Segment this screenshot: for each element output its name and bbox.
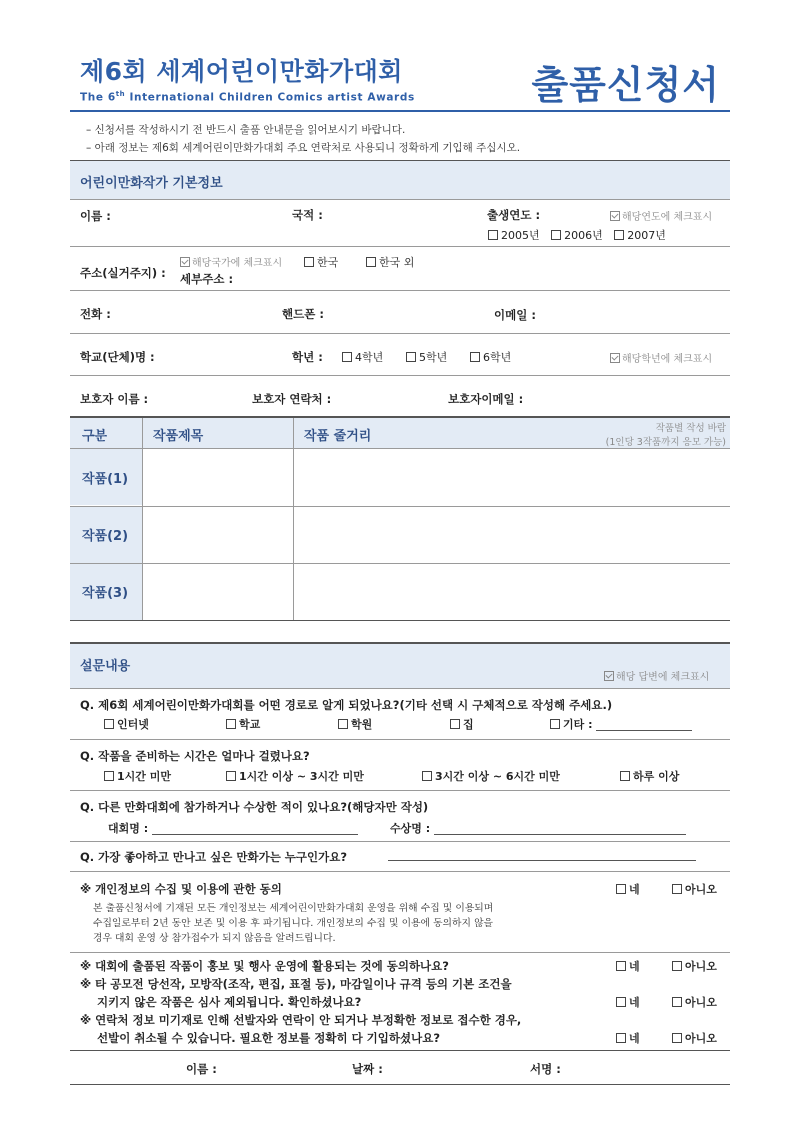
q1-other-field[interactable] xyxy=(596,718,692,731)
check-icon xyxy=(610,211,620,221)
contact-no-checkbox[interactable]: 아니오 xyxy=(672,1030,717,1046)
divider xyxy=(70,199,730,200)
promo-no-checkbox[interactable]: 아니오 xyxy=(672,958,717,974)
consent-contact-line1: ※ 연락처 정보 미기재로 인해 선발자와 연락이 안 되거나 부정확한 정보로 접수한 경우, xyxy=(80,1013,522,1027)
q2-over-day-checkbox[interactable]: 하루 이상 xyxy=(620,768,679,784)
year-2007-checkbox[interactable]: 2007년 xyxy=(614,229,666,242)
divider xyxy=(70,841,730,842)
survey-hint: 해당 답변에 체크표시 xyxy=(604,668,709,683)
footer-signature-field[interactable]: 서명 : xyxy=(530,1062,561,1076)
nation-label: 국적 : xyxy=(292,208,323,222)
privacy-yes-checkbox[interactable]: 네 xyxy=(616,881,640,897)
privacy-consent-body: 본 출품신청서에 기재된 모든 개인정보는 세계어린이만화가대회 운영을 위해 수집 및 이용되며 수집일로부터 2년 동안 보존 및 이용 후 파기됩니다. 개인정보의 수집 및 이용에 동의하지 않을 경우 대회 운영 상 참가접수가 되지 않음을 알려드립니다. xyxy=(93,903,494,944)
divider xyxy=(70,333,730,334)
q1-school-checkbox[interactable]: 학교 xyxy=(226,716,260,732)
divider xyxy=(70,871,730,872)
event-title: 제6회 세계어린이만화가대회 xyxy=(80,57,403,86)
divider xyxy=(70,1084,730,1085)
grade-hint: 해당학년에 체크표시 xyxy=(610,350,712,365)
grade-4-checkbox[interactable]: 4학년 xyxy=(342,349,383,365)
divider xyxy=(70,739,730,740)
school-label: 학교(단체)명 : xyxy=(80,350,155,364)
divider xyxy=(70,506,730,507)
contact-yes-checkbox[interactable]: 네 xyxy=(616,1030,640,1046)
rules-no-checkbox[interactable]: 아니오 xyxy=(672,994,717,1010)
divider xyxy=(70,375,730,376)
check-icon xyxy=(610,353,620,363)
divider xyxy=(70,620,730,621)
work-row-3: 작품(3) xyxy=(82,586,129,601)
footer-date-field[interactable]: 날짜 : xyxy=(352,1062,383,1076)
consent-promo: ※ 대회에 출품된 작품이 홍보 및 행사 운영에 활용되는 것에 동의하나요? xyxy=(80,959,449,973)
q3-contest-field[interactable]: 대회명 : xyxy=(108,820,358,836)
divider xyxy=(70,1050,730,1051)
question-1: Q. 제6회 세계어린이만화가대회를 어떤 경로로 알게 되었나요?(기타 선택 시 구체적으로 작성해 주세요.) xyxy=(80,698,613,712)
divider xyxy=(70,246,730,247)
address-label: 주소(실거주지) : xyxy=(80,266,166,280)
promo-yes-checkbox[interactable]: 네 xyxy=(616,958,640,974)
birth-hint: 해당연도에 체크표시 xyxy=(610,208,712,223)
q2-under-1h-checkbox[interactable]: 1시간 미만 xyxy=(104,768,171,784)
divider xyxy=(70,290,730,291)
guardian-email-label: 보호자이메일 : xyxy=(448,392,524,406)
works-col-type: 구분 xyxy=(82,429,108,444)
privacy-consent-title: ※ 개인정보의 수집 및 이용에 관한 동의 xyxy=(80,882,282,896)
country-hint: 해당국가에 체크표시 xyxy=(180,254,282,269)
header-rule xyxy=(70,110,730,112)
works-col-title: 작품제목 xyxy=(153,429,204,444)
consent-rules-line2: 지키지 않은 작품은 심사 제외됩니다. 확인하셨나요? xyxy=(97,995,362,1009)
guardian-contact-label: 보호자 연락처 : xyxy=(252,392,332,406)
divider xyxy=(70,563,730,564)
rules-yes-checkbox[interactable]: 네 xyxy=(616,994,640,1010)
email-label: 이메일 : xyxy=(494,308,536,322)
survey-title: 설문내용 xyxy=(80,659,131,674)
divider xyxy=(70,688,730,689)
q2-1h-3h-checkbox[interactable]: 1시간 이상 ~ 3시간 미만 xyxy=(226,768,364,784)
privacy-no-checkbox[interactable]: 아니오 xyxy=(672,881,717,897)
q1-internet-checkbox[interactable]: 인터넷 xyxy=(104,716,149,732)
notice-2: – 아래 정보는 제6회 세계어린이만화가대회 주요 연락처로 사용되니 정확하게 기입해 주십시오. xyxy=(86,142,521,154)
work-row-1: 작품(1) xyxy=(82,472,129,487)
detail-address-label: 세부주소 : xyxy=(180,272,234,286)
q1-academy-checkbox[interactable]: 학원 xyxy=(338,716,372,732)
question-4: Q. 가장 좋아하고 만나고 싶은 만화가는 누구인가요? xyxy=(80,850,348,864)
work-row-2: 작품(2) xyxy=(82,529,129,544)
divider xyxy=(293,418,294,620)
event-subtitle: The 6th International Children Comics artist Awards xyxy=(80,90,415,104)
year-2005-checkbox[interactable]: 2005년 xyxy=(488,229,540,242)
works-hint: 작품별 작성 바람 (1인당 3작품까지 응모 가능) xyxy=(605,423,726,448)
question-3: Q. 다른 만화대회에 참가하거나 수상한 적이 있나요?(해당자만 작성) xyxy=(80,800,429,814)
notice-1: – 신청서를 작성하시기 전 반드시 출품 안내문을 읽어보시기 바랍니다. xyxy=(86,124,406,136)
q2-3h-6h-checkbox[interactable]: 3시간 이상 ~ 6시간 미만 xyxy=(422,768,560,784)
grade-5-checkbox[interactable]: 5학년 xyxy=(406,349,447,365)
basic-info-title: 어린이만화작가 기본정보 xyxy=(80,176,223,191)
footer-name-field[interactable]: 이름 : xyxy=(186,1062,217,1076)
divider xyxy=(70,448,730,449)
divider xyxy=(70,790,730,791)
q1-home-checkbox[interactable]: 집 xyxy=(450,716,474,732)
mobile-label: 핸드폰 : xyxy=(282,307,324,321)
document-title: 출품신청서 xyxy=(531,63,720,107)
q3-award-field[interactable]: 수상명 : xyxy=(390,820,686,836)
phone-label: 전화 : xyxy=(80,307,111,321)
grade-label: 학년 : xyxy=(292,350,323,364)
birth-year-label: 출생연도 : xyxy=(487,208,541,222)
country-foreign-checkbox[interactable]: 한국 외 xyxy=(366,254,414,270)
check-icon xyxy=(180,257,190,267)
consent-contact-line2: 선발이 취소될 수 있습니다. 필요한 정보를 정확히 다 기입하셨나요? xyxy=(97,1031,441,1045)
name-label: 이름 : xyxy=(80,209,111,223)
question-2: Q. 작품을 준비하는 시간은 얼마나 걸렸나요? xyxy=(80,749,310,763)
birth-year-options xyxy=(488,227,666,243)
guardian-name-label: 보호자 이름 : xyxy=(80,392,149,406)
divider xyxy=(142,418,143,620)
q4-answer-field[interactable] xyxy=(388,848,696,861)
works-col-plot: 작품 줄거리 xyxy=(304,429,372,444)
year-2006-checkbox[interactable]: 2006년 xyxy=(551,229,603,242)
grade-6-checkbox[interactable]: 6학년 xyxy=(470,349,511,365)
country-korea-checkbox[interactable]: 한국 xyxy=(304,254,338,270)
divider xyxy=(70,952,730,953)
consent-rules-line1: ※ 타 공모전 당선작, 모방작(조작, 편집, 표절 등), 마감일이나 규격 등의 기본 조건을 xyxy=(80,977,512,991)
check-icon xyxy=(604,671,614,681)
q1-other-checkbox[interactable]: 기타 : xyxy=(550,716,692,732)
